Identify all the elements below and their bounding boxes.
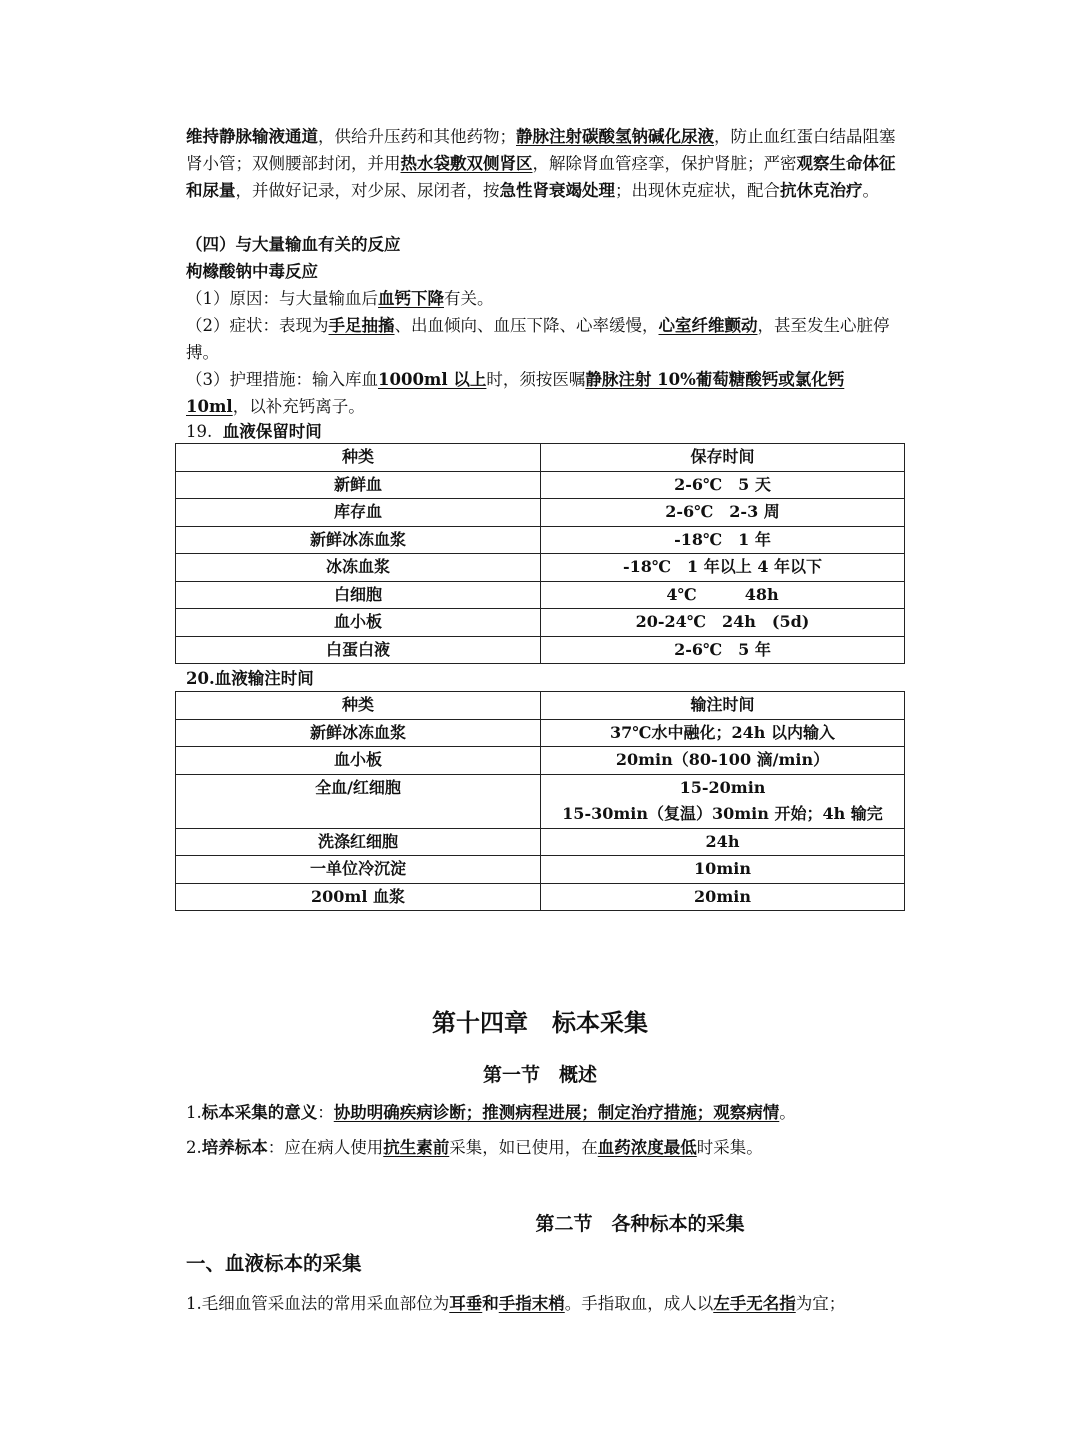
text-underlined: 手足抽搐 bbox=[328, 316, 395, 335]
blood-infusion-table bbox=[175, 691, 905, 911]
table-cell: -18℃ 1 年 bbox=[541, 526, 905, 554]
text-underlined: 1000ml 以上 bbox=[378, 370, 487, 389]
table-header-cell: 保存时间 bbox=[541, 444, 905, 472]
table-cell: 20min（80-100 滴/min） bbox=[541, 747, 905, 775]
table-cell: 新鲜冰冻血浆 bbox=[176, 526, 541, 554]
table-cell: 20min bbox=[541, 883, 905, 911]
table-cell: 新鲜血 bbox=[176, 471, 541, 499]
table-row bbox=[176, 856, 905, 884]
text-bold: 血液保留时间 bbox=[222, 422, 322, 441]
table-row bbox=[176, 554, 905, 582]
text-underlined: 热水袋敷双侧肾区 bbox=[400, 154, 533, 173]
citrate-title: 枸橼酸钠中毒反应 bbox=[186, 262, 318, 281]
text: 。 bbox=[862, 181, 879, 200]
table-row bbox=[176, 828, 905, 856]
text: 、出血倾向、血压下降、心率缓慢， bbox=[394, 316, 659, 335]
table-header-cell: 种类 bbox=[176, 692, 541, 720]
text: ： bbox=[317, 1103, 334, 1122]
text: ，以补充钙离子。 bbox=[232, 397, 365, 416]
text: （3）护理措施：输入库血 bbox=[186, 370, 378, 389]
text-bold: 培养标本 bbox=[201, 1138, 268, 1157]
table-cell: 血小板 bbox=[176, 747, 541, 775]
table-cell: 血小板 bbox=[176, 609, 541, 637]
table-cell: 24h bbox=[541, 828, 905, 856]
text-bold: 维持静脉输液通道 bbox=[186, 127, 318, 146]
text: 。手指取血，成人以 bbox=[564, 1294, 714, 1313]
text-bold: 观察生命体征和尿量 bbox=[186, 154, 896, 200]
paragraph-hemolysis-care bbox=[186, 123, 898, 204]
table-cell: 200ml 血浆 bbox=[176, 883, 541, 911]
text: （2）症状：表现为 bbox=[186, 316, 329, 335]
table-cell: 15-30min（复温）30min 开始；4h 输完 bbox=[541, 801, 905, 828]
section-one-title: 第一节 概述 bbox=[482, 1064, 597, 1086]
section-two-title: 第二节 各种标本的采集 bbox=[535, 1213, 745, 1235]
cause-line bbox=[186, 285, 898, 312]
symptom-line bbox=[186, 312, 898, 366]
text-underlined: 左手无名指 bbox=[713, 1294, 796, 1313]
text: ，甚至发生心脏停搏。 bbox=[186, 316, 890, 362]
table-row bbox=[176, 774, 905, 801]
section-four-title: （四）与大量输血有关的反应 bbox=[186, 235, 401, 254]
table-row bbox=[176, 581, 905, 609]
text: ，并做好记录，对少尿、尿闭者，按 bbox=[235, 181, 500, 200]
table-header-cell: 输注时间 bbox=[541, 692, 905, 720]
table-cell: 库存血 bbox=[176, 499, 541, 527]
table-cell: 2-6℃ 5 年 bbox=[541, 636, 905, 664]
text: 有关。 bbox=[444, 289, 494, 308]
table-cell: -18℃ 1 年以上 4 年以下 bbox=[541, 554, 905, 582]
table-cell: 白蛋白液 bbox=[176, 636, 541, 664]
table-cell: 冰冻血浆 bbox=[176, 554, 541, 582]
text: 采集，如已使用，在 bbox=[449, 1138, 598, 1157]
table19-title bbox=[186, 418, 898, 445]
table-cell: 白细胞 bbox=[176, 581, 541, 609]
table-row bbox=[176, 719, 905, 747]
text: ，解除肾血管痉挛，保护肾脏；严密 bbox=[532, 154, 797, 173]
table-row bbox=[176, 499, 905, 527]
table-row bbox=[176, 636, 905, 664]
text: ：应在病人使用 bbox=[267, 1138, 384, 1157]
text: ，防止血红蛋白结晶阻塞肾小管；双侧腰部封闭，并用 bbox=[186, 127, 896, 173]
text-underlined: 静脉注射碳酸氢钠碱化尿液 bbox=[516, 127, 714, 146]
text-bold: 标本采集的意义 bbox=[201, 1103, 318, 1122]
text: （1）原因：与大量输血后 bbox=[186, 289, 378, 308]
text-underlined: 协助明确疾病诊断；推测病程进展；制定治疗措施；观察病情 bbox=[333, 1103, 780, 1122]
table-cell: 洗涤红细胞 bbox=[176, 828, 541, 856]
care-line bbox=[186, 366, 898, 420]
text-underlined: 心室纤维颤动 bbox=[658, 316, 758, 335]
text-underlined: 耳垂 bbox=[449, 1294, 483, 1313]
table-header-row bbox=[176, 692, 905, 720]
text: 19. bbox=[186, 422, 213, 441]
text: ；出现休克症状，配合 bbox=[615, 181, 780, 200]
table-cell: 37℃水中融化；24h 以内输入 bbox=[541, 719, 905, 747]
table-row bbox=[176, 471, 905, 499]
text-bold: 抗休克治疗 bbox=[780, 181, 863, 200]
table-row bbox=[176, 526, 905, 554]
chapter-title: 第十四章 标本采集 bbox=[432, 1008, 648, 1037]
text-underlined: 血钙下降 bbox=[378, 289, 444, 308]
blood-storage-table bbox=[175, 443, 905, 664]
table-cell: 2-6℃ 2-3 周 bbox=[541, 499, 905, 527]
text-bold: 急性肾衰竭处理 bbox=[499, 181, 615, 200]
text: 时，须按医嘱 bbox=[486, 370, 586, 389]
capillary-line bbox=[186, 1290, 898, 1317]
table-cell: 20-24℃ 24h (5d) bbox=[541, 609, 905, 637]
table-cell: 2-6℃ 5 天 bbox=[541, 471, 905, 499]
table-cell: 10min bbox=[541, 856, 905, 884]
text-underlined: 手指末梢 bbox=[498, 1294, 565, 1313]
table-header-row bbox=[176, 444, 905, 472]
blood-sample-heading: 一、血液标本的采集 bbox=[186, 1252, 362, 1275]
text: 。 bbox=[779, 1103, 796, 1122]
table-cell: 4℃ 48h bbox=[541, 581, 905, 609]
table20-title: 20.血液输注时间 bbox=[186, 669, 314, 688]
text-underlined: 抗生素前 bbox=[383, 1138, 450, 1157]
text: 1. bbox=[186, 1103, 202, 1122]
table-row bbox=[176, 609, 905, 637]
text-bold: 和 bbox=[482, 1294, 499, 1313]
text-underlined: 血药浓度最低 bbox=[597, 1138, 697, 1157]
item-1-line bbox=[186, 1099, 898, 1126]
text: 1.毛细血管采血法的常用采血部位为 bbox=[186, 1294, 450, 1313]
table-header-cell: 种类 bbox=[176, 444, 541, 472]
text: 时采集。 bbox=[696, 1138, 763, 1157]
text: ，供给升压药和其他药物； bbox=[318, 127, 516, 146]
table-cell: 新鲜冰冻血浆 bbox=[176, 719, 541, 747]
item-2-line bbox=[186, 1134, 898, 1161]
table-row bbox=[176, 883, 905, 911]
table-row bbox=[176, 747, 905, 775]
text: 2. bbox=[186, 1138, 202, 1157]
table-cell: 全血/红细胞 bbox=[176, 774, 541, 828]
table-cell: 一单位冷沉淀 bbox=[176, 856, 541, 884]
text: 为宜； bbox=[795, 1294, 846, 1313]
text-underlined: 静脉注射 10%葡萄糖酸钙或氯化钙 10ml bbox=[186, 370, 845, 416]
table-cell: 15-20min bbox=[541, 774, 905, 801]
